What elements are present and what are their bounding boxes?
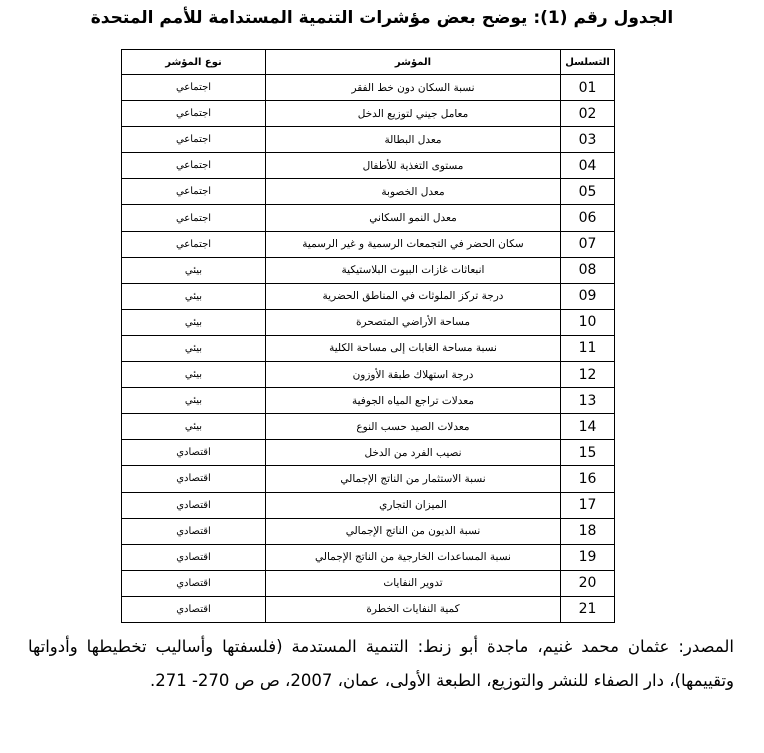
cell-type: اقتصادي [122, 492, 266, 518]
cell-type: اقتصادي [122, 544, 266, 570]
table-caption: الجدول رقم (1): يوضح بعض مؤشرات التنمية المستدامة للأمم المتحدة [90, 8, 674, 28]
cell-serial: 04 [561, 153, 615, 179]
cell-indicator: نسبة الاستثمار من الناتج الإجمالي [266, 466, 561, 492]
table-row [122, 440, 615, 466]
header-serial: التسلسل [561, 50, 615, 75]
cell-indicator: معدلات الصيد حسب النوع [266, 414, 561, 440]
cell-indicator: درجة استهلاك طبقة الأوزون [266, 362, 561, 388]
table-row [122, 257, 615, 283]
cell-indicator: معدل النمو السكاني [266, 205, 561, 231]
cell-type: اقتصادي [122, 518, 266, 544]
cell-indicator: تدوير النفايات [266, 570, 561, 596]
table-row [122, 205, 615, 231]
table-row [122, 179, 615, 205]
cell-type: اقتصادي [122, 570, 266, 596]
cell-serial: 09 [561, 283, 615, 309]
table-row [122, 414, 615, 440]
cell-serial: 13 [561, 388, 615, 414]
table-row [122, 466, 615, 492]
cell-indicator: معدلات تراجع المياه الجوفية [266, 388, 561, 414]
cell-indicator: سكان الحضر في التجمعات الرسمية و غير الرسمية [266, 231, 561, 257]
cell-indicator: نسبة السكان دون خط الفقر [266, 75, 561, 101]
table-row [122, 544, 615, 570]
cell-indicator: مساحة الأراضي المتصحرة [266, 309, 561, 335]
cell-indicator: نسبة الديون من الناتج الإجمالي [266, 518, 561, 544]
cell-type: اقتصادي [122, 440, 266, 466]
cell-serial: 19 [561, 544, 615, 570]
cell-serial: 20 [561, 570, 615, 596]
table-row [122, 75, 615, 101]
cell-serial: 11 [561, 335, 615, 361]
cell-type: بيئي [122, 335, 266, 361]
cell-serial: 05 [561, 179, 615, 205]
cell-type: اجتماعي [122, 153, 266, 179]
cell-type: اجتماعي [122, 127, 266, 153]
indicators-table [121, 49, 615, 623]
cell-type: اقتصادي [122, 596, 266, 622]
cell-serial: 17 [561, 492, 615, 518]
cell-serial: 15 [561, 440, 615, 466]
table-row [122, 335, 615, 361]
cell-indicator: الميزان التجاري [266, 492, 561, 518]
cell-type: اجتماعي [122, 231, 266, 257]
cell-serial: 06 [561, 205, 615, 231]
cell-serial: 12 [561, 362, 615, 388]
cell-serial: 16 [561, 466, 615, 492]
cell-serial: 02 [561, 101, 615, 127]
cell-type: اجتماعي [122, 179, 266, 205]
table-row [122, 518, 615, 544]
cell-type: اقتصادي [122, 466, 266, 492]
table-row [122, 492, 615, 518]
cell-type: اجتماعي [122, 205, 266, 231]
table-row [122, 309, 615, 335]
cell-serial: 08 [561, 257, 615, 283]
table-row [122, 231, 615, 257]
cell-type: بيئي [122, 257, 266, 283]
cell-serial: 14 [561, 414, 615, 440]
source-citation: المصدر: عثمان محمد غنيم، ماجدة أبو زنط: التنمية المستدمة (فلسفتها وأساليب تخطيطها وأدواتها وتقييمها)، دار الصفاء للنشر والتوزيع، الطبعة الأولى، عمان، 2007، ص ص 270- 271. [28, 637, 734, 690]
cell-indicator: معدل البطالة [266, 127, 561, 153]
table-body [122, 75, 615, 623]
table-row [122, 362, 615, 388]
table-row [122, 283, 615, 309]
cell-serial: 10 [561, 309, 615, 335]
table-row [122, 101, 615, 127]
cell-indicator: كمية النفايات الخطرة [266, 596, 561, 622]
cell-serial: 21 [561, 596, 615, 622]
table-row [122, 596, 615, 622]
cell-type: بيئي [122, 414, 266, 440]
cell-serial: 01 [561, 75, 615, 101]
cell-indicator: مستوى التغذية للأطفال [266, 153, 561, 179]
cell-indicator: درجة تركز الملوثات في المناطق الحضرية [266, 283, 561, 309]
table-row [122, 388, 615, 414]
cell-indicator: نصيب الفرد من الدخل [266, 440, 561, 466]
table-row [122, 570, 615, 596]
table-row [122, 153, 615, 179]
header-type: نوع المؤشر [122, 50, 266, 75]
cell-type: بيئي [122, 388, 266, 414]
cell-type: بيئي [122, 283, 266, 309]
table-header-row [122, 50, 615, 75]
cell-indicator: نسبة المساعدات الخارجية من الناتج الإجمالي [266, 544, 561, 570]
cell-indicator: نسبة مساحة الغابات إلى مساحة الكلية [266, 335, 561, 361]
cell-serial: 07 [561, 231, 615, 257]
cell-indicator: معامل جيني لتوزيع الدخل [266, 101, 561, 127]
cell-serial: 18 [561, 518, 615, 544]
cell-type: اجتماعي [122, 101, 266, 127]
cell-indicator: معدل الخصوبة [266, 179, 561, 205]
cell-type: بيئي [122, 362, 266, 388]
header-indicator: المؤشر [266, 50, 561, 75]
cell-indicator: انبعاثات غازات البيوت البلاستيكية [266, 257, 561, 283]
cell-serial: 03 [561, 127, 615, 153]
cell-type: اجتماعي [122, 75, 266, 101]
table-row [122, 127, 615, 153]
cell-type: بيئي [122, 309, 266, 335]
